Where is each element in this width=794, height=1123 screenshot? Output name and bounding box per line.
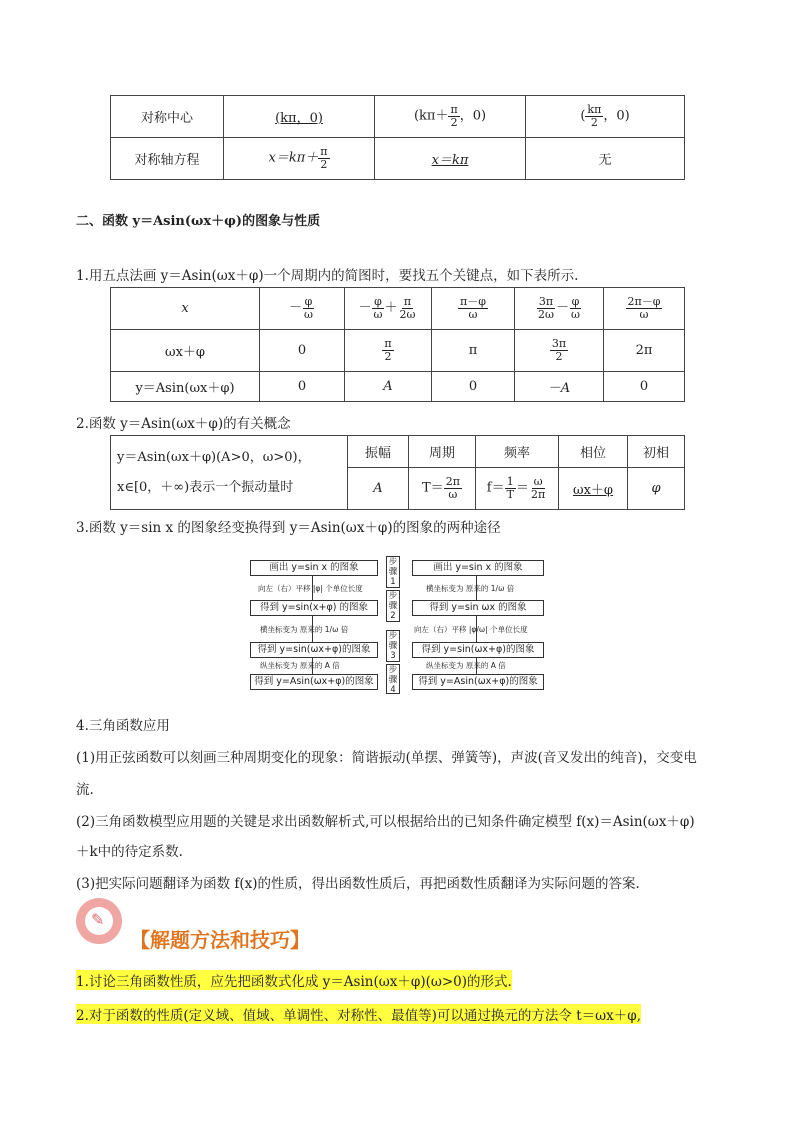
left-box-4: 得到 y=Asin(ωx+φ)的图象 (250, 674, 378, 690)
right-arrow-label-2: 向左（右）平移 |φ/ω| 个单位长度 (414, 625, 528, 634)
cell: 0 (604, 372, 685, 402)
cell: 0 (432, 372, 515, 402)
five-point-table (110, 287, 685, 402)
cell: $\frac{\pi-\varphi}{\omega}$ (432, 288, 515, 330)
step-4: 步骤4 (386, 664, 400, 694)
cell: 2π (604, 330, 685, 372)
cell: ( $\frac{k\pi}{2}$ ，0) (526, 96, 685, 138)
left-arrow-label-1: 向左（右）平移 |φ| 个单位长度 (258, 584, 363, 593)
tip-2: 2.对于函数的性质(定义域、值域、单调性、对称性、最值等)可以通过换元的方法令 t＝ωx＋φ, (76, 1004, 641, 1024)
paragraph-1-line-2: 流. (76, 782, 94, 798)
right-box-2: 得到 y=sin ωx 的图象 (412, 600, 544, 616)
left-box-1: 画出 y=sin x 的图象 (250, 560, 378, 576)
right-arrow-label-1: 横坐标变为 原来的 1/ω 倍 (426, 584, 515, 593)
row-label-axis: 对称轴方程 (111, 138, 224, 180)
step-3: 步骤3 (386, 630, 400, 662)
step-1: 步骤1 (386, 556, 400, 588)
cell: x＝kπ＋ $\frac{\pi}{2}$ (224, 138, 375, 180)
cell: 0 (260, 330, 345, 372)
section-title: 二、函数 y＝Asin(ωx＋φ)的图象与性质 (76, 214, 321, 229)
left-arrow-label-3: 纵坐标变为 原来的 A 倍 (260, 661, 340, 670)
row-label-phase: ωx＋φ (111, 330, 260, 372)
cell: f＝ $\frac{1}{T}$ ＝ $\frac{\omega}{2\pi}$ (476, 468, 559, 510)
paragraph-2-line-2: ＋k中的待定系数. (76, 844, 183, 860)
left-box-3: 得到 y=sin(ωx+φ)的图象 (250, 642, 378, 658)
cell: 0 (260, 372, 345, 402)
cell: $\frac{2\pi-\varphi}{\omega}$ (604, 288, 685, 330)
paragraph-2-line-1: (2)三角函数模型应用题的关键是求出函数解析式,可以根据给出的已知条件确定模型 f(x)＝Asin(ωx＋φ) (76, 814, 695, 830)
header-amplitude: 振幅 (348, 436, 409, 468)
row-label-x: x (111, 288, 260, 330)
right-arrow-label-3: 纵坐标变为 原来的 A 倍 (426, 661, 506, 670)
item-3: 3.函数 y＝sin x 的图象经变换得到 y＝Asin(ωx＋φ)的图象的两种途径 (76, 520, 501, 536)
right-box-1: 画出 y=sin x 的图象 (412, 560, 544, 576)
cell: $\frac{3\pi}{2\omega}$ － $\frac{\varphi}{\omega}$ (515, 288, 604, 330)
paragraph-3: (3)把实际问题翻译为函数 f(x)的性质，得出函数性质后，再把函数性质翻译为实际问题的答案. (76, 876, 640, 892)
transformation-flowchart (246, 556, 546, 695)
cell: (kπ＋ $\frac{\pi}{2}$ ，0) (375, 96, 526, 138)
cell: A (345, 372, 432, 402)
cell: ωx＋φ (559, 468, 628, 510)
item-2: 2.函数 y＝Asin(ωx＋φ)的有关概念 (76, 416, 291, 432)
cell: $\frac{\pi}{2}$ (345, 330, 432, 372)
right-box-3: 得到 y=sin(ωx+φ)的图象 (412, 642, 544, 658)
item-1: 1.用五点法画 y＝Asin(ωx＋φ)一个周期内的简图时，要找五个关键点，如下表所示. (76, 268, 579, 284)
cell: φ (628, 468, 685, 510)
header-period: 周期 (409, 436, 476, 468)
method-title: 【解题方法和技巧】 (130, 928, 310, 952)
paragraph-1-line-1: (1)用正弦函数可以刻画三种周期变化的现象：简谐振动(单摆、弹簧等)，声波(音叉发出的纯音)，交变电 (76, 750, 697, 766)
tip-1: 1.讨论三角函数性质，应先把函数式化成 y＝Asin(ωx＋φ)(ω>0)的形式. (76, 970, 512, 990)
cell: 无 (526, 138, 685, 180)
cell: －A (515, 372, 604, 402)
header-frequency: 频率 (476, 436, 559, 468)
left-box-2: 得到 y=sin(x+φ) 的图象 (250, 600, 378, 616)
concept-table (110, 435, 685, 510)
row-label-y: y＝Asin(ωx＋φ) (111, 372, 260, 402)
header-phase: 相位 (559, 436, 628, 468)
cell: A (348, 468, 409, 510)
method-badge-icon: ✎ (76, 898, 122, 944)
cell: $\frac{3\pi}{2}$ (515, 330, 604, 372)
cell: π (432, 330, 515, 372)
cell: (kπ，0) (224, 96, 375, 138)
cell: － $\frac{\varphi}{\omega}$ (260, 288, 345, 330)
header-initial-phase: 初相 (628, 436, 685, 468)
step-2: 步骤2 (386, 590, 400, 622)
row-label-center: 对称中心 (111, 96, 224, 138)
cell: T＝ $\frac{2\pi}{\omega}$ (409, 468, 476, 510)
left-arrow-label-2: 横坐标变为 原来的 1/ω 倍 (260, 625, 349, 634)
right-box-4: 得到 y=Asin(ωx+φ)的图象 (412, 674, 544, 690)
cell: － $\frac{\varphi}{\omega}$ ＋ $\frac{\pi}{2\omega}$ (345, 288, 432, 330)
item-4: 4.三角函数应用 (76, 718, 170, 734)
cell: x＝kπ (375, 138, 526, 180)
concept-description: y＝Asin(ωx＋φ)(A>0，ω>0)， x∈[0，＋∞)表示一个振动量时 (111, 436, 348, 510)
symmetry-table (110, 95, 685, 180)
